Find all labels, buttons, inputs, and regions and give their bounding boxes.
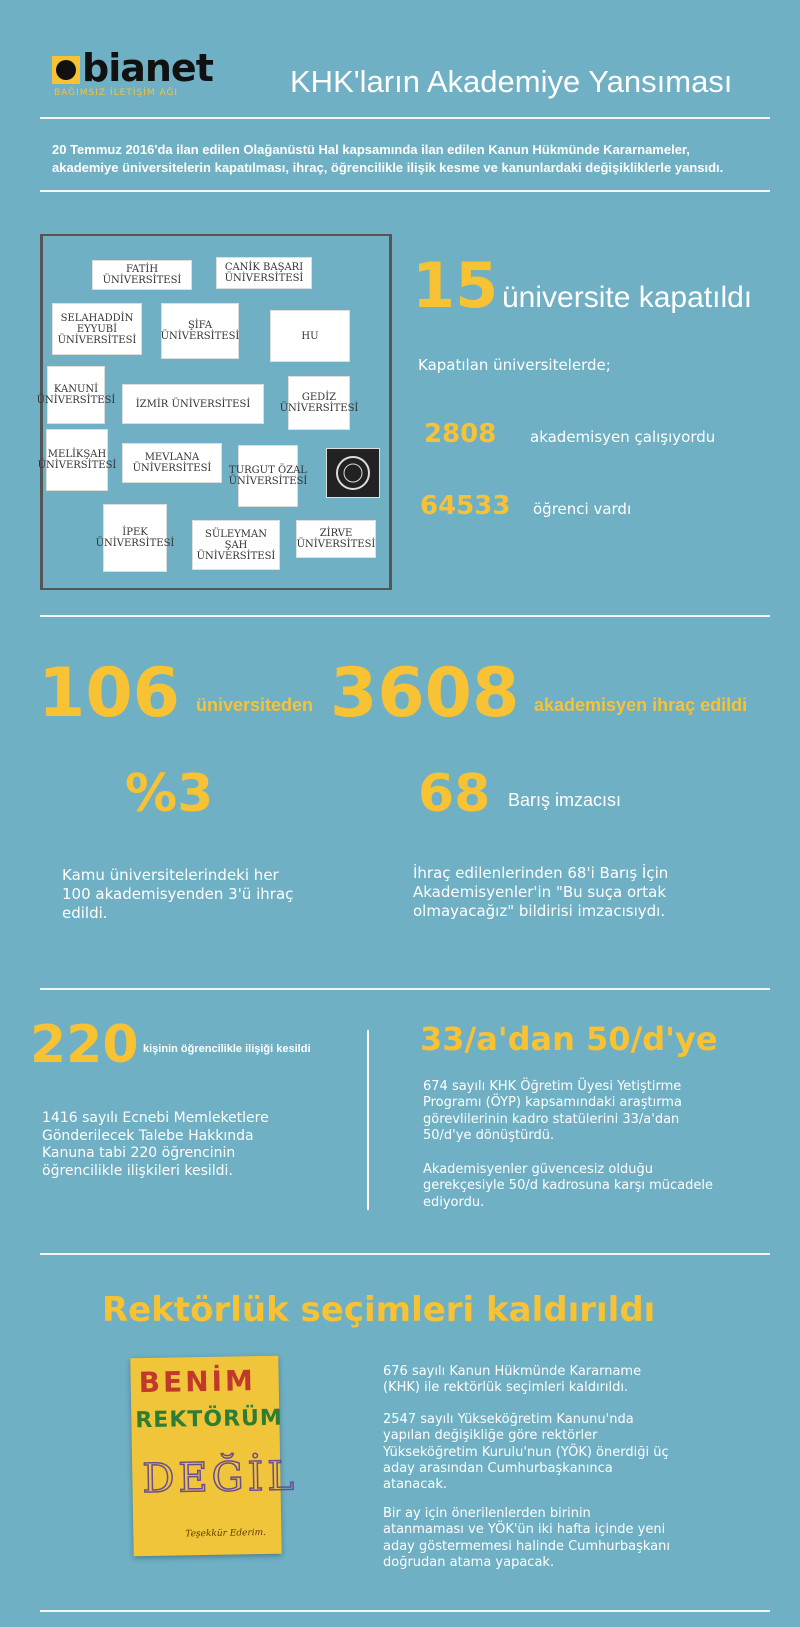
protest-sign-photo: [130, 1356, 299, 1557]
students-cut-text: 1416 sayılı Ecnebi Memleketlere Gönderilecek Talebe Hakkında Kanuna tabi 220 öğrencinin öğrencilikle ilişkileri kesildi.: [42, 1110, 269, 1179]
university-logo: [326, 448, 380, 498]
status-title: 33/a'dan 50/d'ye: [420, 1020, 718, 1058]
percent-number: %3: [125, 764, 214, 824]
sign-thanks: Teşekkür Ederim.: [185, 1527, 267, 1540]
sign-line-1: BENİM: [138, 1364, 257, 1400]
peace-label: Barış imzacısı: [508, 790, 622, 810]
university-logo: CANİK BAŞARI ÜNİVERSİTESİ: [216, 257, 312, 289]
brand-name: bianet: [82, 46, 213, 90]
rector-p2: 2547 sayılı Yükseköğretim Kanunu'nda yapılan değişikliğe göre rektörler Yükseköğretim Kurulu'nun (YÖK) önerdiği üç aday arasından Cumhurbaşkanınca atanacak.: [383, 1412, 669, 1492]
rector-title: Rektörlük seçimleri kaldırıldı: [102, 1290, 656, 1330]
university-logo: SÜLEYMAN ŞAH ÜNİVERSİTESİ: [192, 520, 280, 570]
vertical-divider: [367, 1030, 369, 1210]
rector-p1: 676 sayılı Kanun Hükmünde Kararname (KHK) ile rektörlük seçimleri kaldırıldı.: [383, 1364, 642, 1396]
university-logo: HU: [270, 310, 350, 362]
closed-number: 15: [412, 249, 499, 322]
students-number: 64533: [420, 491, 511, 521]
academics-label: akademisyen çalışıyordu: [530, 428, 716, 446]
sign-line-2: REKTÖRÜM: [135, 1405, 284, 1434]
percent-text: Kamu üniversitelerindeki her 100 akademisyenden 3'ü ihraç edildi.: [62, 866, 294, 922]
closed-label: üniversite kapatıldı: [502, 281, 753, 314]
divider: [40, 1253, 770, 1255]
university-logo: ZİRVE ÜNİVERSİTESİ: [296, 520, 376, 558]
peace-text: İhraç edilenlerinden 68'i Barış İçin Akademisyenler'in "Bu suça ortak olmayacağız" bildirisi imzacısıydı.: [413, 864, 669, 920]
brand-logo: [52, 48, 232, 100]
closed-subtitle: Kapatılan üniversitelerde;: [418, 356, 611, 374]
seal-icon: [335, 455, 371, 491]
uni-dismiss-label: üniversiteden: [196, 695, 314, 715]
university-logo: İZMİR ÜNİVERSİTESİ: [122, 384, 264, 424]
university-logo: TURGUT ÖZAL ÜNİVERSİTESİ: [238, 445, 298, 507]
divider: [40, 1610, 770, 1612]
divider: [40, 117, 770, 119]
university-logo: GEDİZ ÜNİVERSİTESİ: [288, 376, 350, 430]
uni-dismiss-number: 106: [38, 654, 180, 733]
students-label: öğrenci vardı: [533, 500, 632, 518]
academics-number: 2808: [424, 419, 497, 449]
university-logo: SELAHADDİN EYYUBİ ÜNİVERSİTESİ: [52, 303, 142, 355]
bianet-mark-icon: [52, 56, 80, 84]
rector-p3: Bir ay için önerilenlerden birinin atanmaması ve YÖK'ün iki hafta içinde yeni aday göstermemesi halinde Cumhurbaşkanı doğrudan atama yapacak.: [383, 1506, 671, 1570]
page-title: KHK'ların Akademiye Yansıması: [290, 64, 733, 99]
university-logo: FATİH ÜNİVERSİTESİ: [92, 260, 192, 290]
status-text-1: 674 sayılı KHK Öğretim Üyesi Yetiştirme Programı (ÖYP) kapsamındaki araştırma görevlilerinin kadro statülerini 33/a'dan 50/d'ye dönüştürdü.: [423, 1079, 682, 1143]
university-logo: MEVLANA ÜNİVERSİTESİ: [122, 443, 222, 483]
sign-line-3: DEĞİL: [141, 1453, 299, 1503]
peace-number: 68: [418, 764, 491, 824]
acad-dismiss-number: 3608: [330, 654, 520, 733]
intro-text: 20 Temmuz 2016'da ilan edilen Olağanüstü Hal kapsamında ilan edilen Kanun Hükmünde Kararnameler, akademiye üniversitelerin kapatılması, ihraç, öğrencilikle ilişik kesme ve kanunlardaki değişikliklerle yansıdı.: [52, 142, 724, 175]
students-cut-number: 220: [30, 1015, 139, 1075]
university-logo: KANUNİ ÜNİVERSİTESİ: [47, 366, 105, 424]
status-text-2: Akademisyenler güvencesiz olduğu gerekçesiyle 50/d kadrosuna karşı mücadele ediyordu.: [423, 1162, 713, 1210]
brand-tagline: BAĞIMSIZ İLETİŞİM AĞI: [54, 88, 179, 98]
divider: [40, 615, 770, 617]
acad-dismiss-label: akademisyen ihraç edildi: [534, 695, 748, 715]
divider: [40, 190, 770, 192]
students-cut-label: kişinin öğrencilikle ilişiği kesildi: [143, 1043, 311, 1055]
university-logo: ŞİFA ÜNİVERSİTESİ: [161, 303, 239, 359]
divider: [40, 988, 770, 990]
university-logo: MELİKŞAH ÜNİVERSİTESİ: [46, 429, 108, 491]
university-logo: İPEK ÜNİVERSİTESİ: [103, 504, 167, 572]
